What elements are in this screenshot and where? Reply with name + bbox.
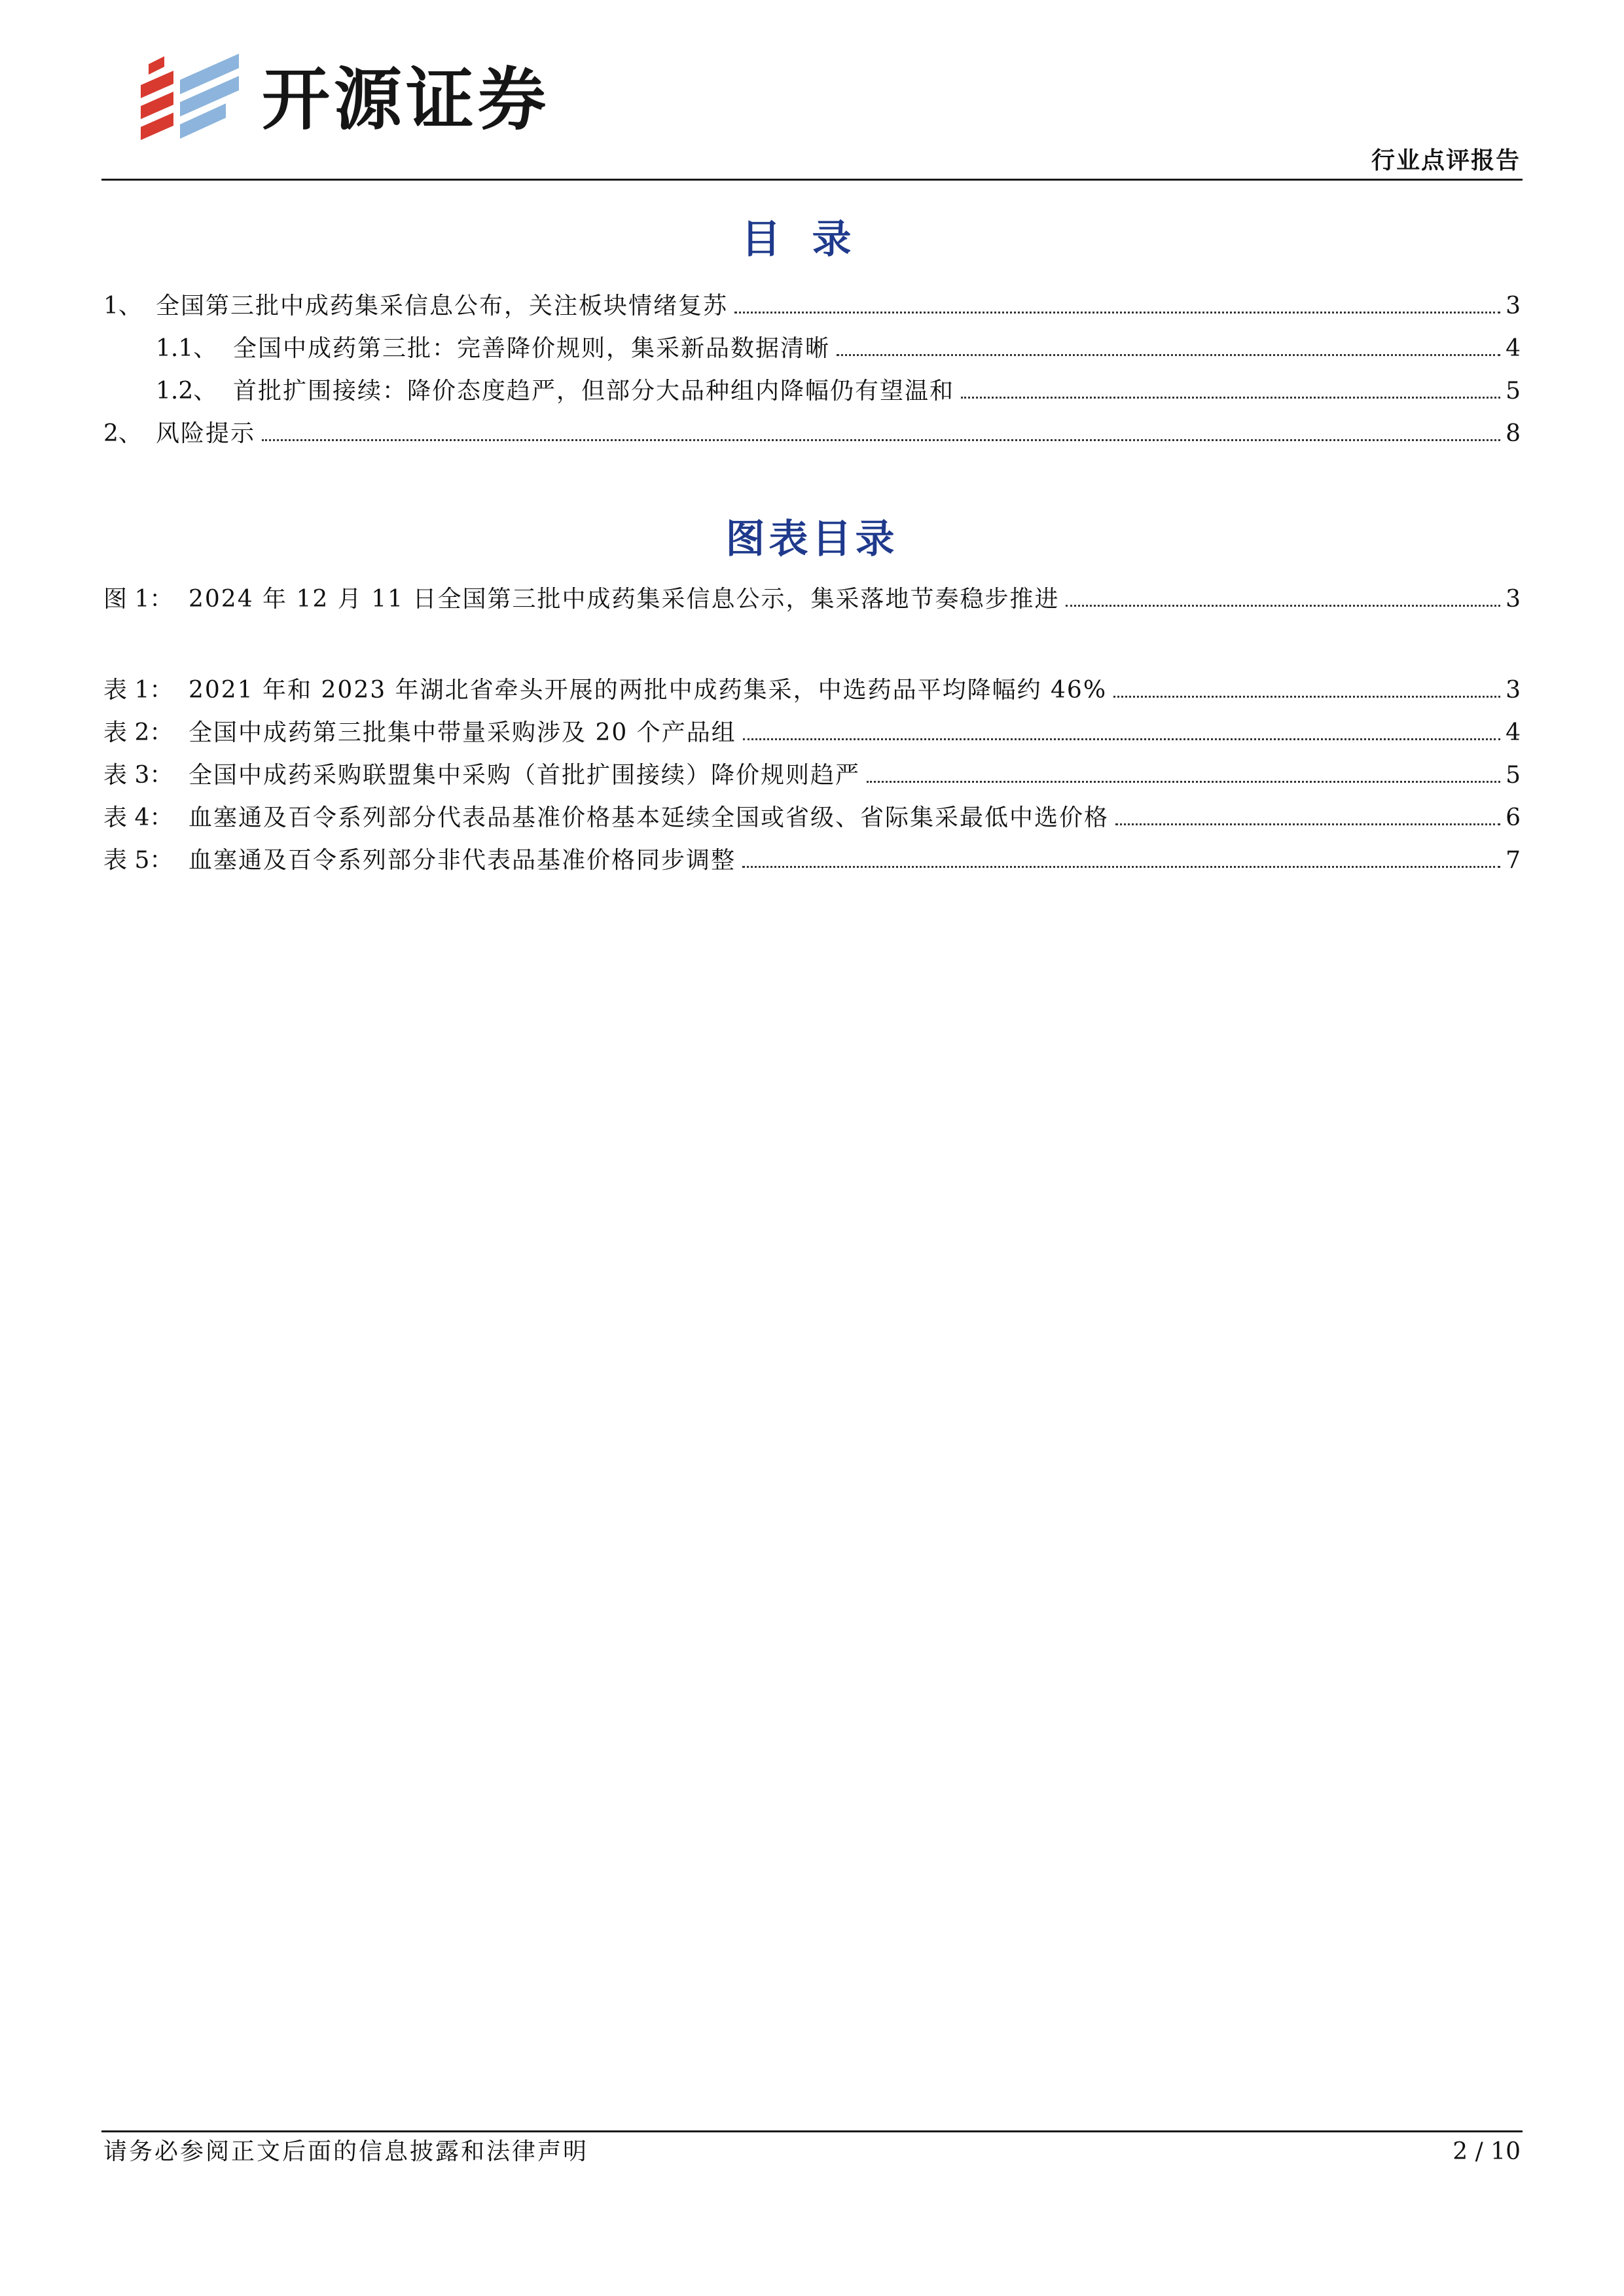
dot-leader <box>742 866 1500 868</box>
entry-number: 表 3： <box>103 762 173 789</box>
entry-title: 血塞通及百令系列部分非代表品基准价格同步调整 <box>189 847 736 874</box>
dot-leader <box>734 312 1500 314</box>
dot-leader <box>1115 823 1500 825</box>
entry-number: 表 4： <box>103 804 173 831</box>
report-type-label: 行业点评报告 <box>1371 147 1521 174</box>
entry-title: 2021 年和 2023 年湖北省牵头开展的两批中成药集采，中选药品平均降幅约 46% <box>189 677 1108 704</box>
entry-number: 1.1、 <box>156 335 217 362</box>
dot-leader <box>1066 605 1500 607</box>
entry-page: 3 <box>1506 293 1521 319</box>
footer-divider <box>101 2130 1523 2132</box>
dot-leader <box>837 354 1500 356</box>
figure-toc-title: 图表目录 <box>725 516 899 562</box>
toc-entry[interactable] <box>156 376 1521 406</box>
entry-title: 全国中成药采购联盟集中采购（首批扩围接续）降价规则趋严 <box>189 762 861 789</box>
dot-leader <box>961 397 1500 399</box>
entry-title: 血塞通及百令系列部分代表品基准价格基本延续全国或省级、省际集采最低中选价格 <box>189 804 1110 831</box>
entry-title: 风险提示 <box>156 420 256 447</box>
entry-page: 3 <box>1506 586 1521 613</box>
entry-title: 全国中成药第三批集中带量采购涉及 20 个产品组 <box>189 719 736 746</box>
entry-number: 1、 <box>103 293 142 319</box>
dot-leader <box>262 439 1500 441</box>
entry-page: 6 <box>1506 804 1521 831</box>
table-entry[interactable] <box>103 846 1521 876</box>
toc-title: 目录 <box>741 217 883 262</box>
entry-number: 1.2、 <box>156 378 217 404</box>
figure-entry[interactable] <box>103 584 1521 615</box>
table-entry[interactable] <box>103 718 1521 748</box>
dot-leader <box>1113 696 1500 698</box>
entry-title: 2024 年 12 月 11 日全国第三批中成药集采信息公示，集采落地节奏稳步推进 <box>189 586 1060 613</box>
entry-number: 表 2： <box>103 719 173 746</box>
entry-number: 表 5： <box>103 847 173 874</box>
toc-entry[interactable] <box>103 291 1521 321</box>
kaiyuan-logo-icon <box>134 51 245 149</box>
entry-page: 5 <box>1506 762 1521 789</box>
entry-page: 4 <box>1506 719 1521 746</box>
dot-leader <box>867 781 1500 783</box>
entry-number: 2、 <box>103 420 142 447</box>
toc-entry[interactable] <box>156 334 1521 364</box>
toc-entry[interactable] <box>103 419 1521 449</box>
company-logo <box>134 51 605 149</box>
page-number: 2 / 10 <box>1453 2138 1521 2165</box>
entry-page: 3 <box>1506 677 1521 704</box>
entry-page: 7 <box>1506 847 1521 874</box>
header-divider <box>101 179 1523 181</box>
entry-page: 5 <box>1506 378 1521 404</box>
footer-disclaimer: 请务必参阅正文后面的信息披露和法律声明 <box>103 2138 589 2165</box>
table-entry[interactable] <box>103 803 1521 833</box>
brand-name: 开源证券 <box>262 60 550 139</box>
table-entry[interactable] <box>103 761 1521 791</box>
entry-title: 全国中成药第三批：完善降价规则，集采新品数据清晰 <box>233 335 831 362</box>
entry-page: 8 <box>1506 420 1521 447</box>
entry-page: 4 <box>1506 335 1521 362</box>
entry-title: 全国第三批中成药集采信息公布，关注板块情绪复苏 <box>156 293 729 319</box>
dot-leader <box>743 738 1500 740</box>
entry-title: 首批扩围接续：降价态度趋严，但部分大品种组内降幅仍有望温和 <box>233 378 955 404</box>
entry-number: 图 1： <box>103 586 173 613</box>
table-entry[interactable] <box>103 675 1521 706</box>
entry-number: 表 1： <box>103 677 173 704</box>
